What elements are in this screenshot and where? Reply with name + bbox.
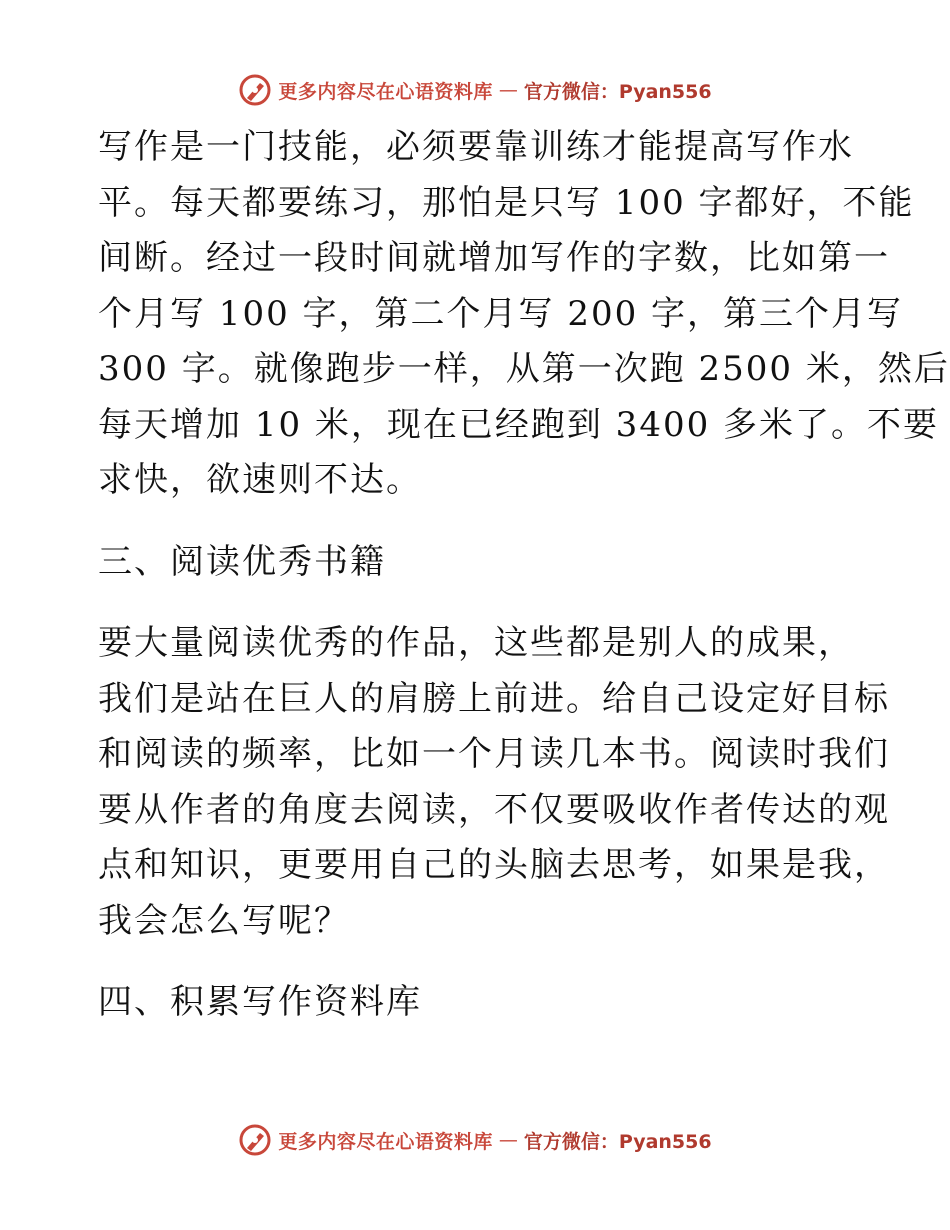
footer-brand-text: 更多内容尽在心语资料库 — [278, 1130, 493, 1153]
text-line: 平。每天都要练习，那怕是只写 100 字都好，不能 — [98, 182, 915, 223]
text-line: 300 字。就像跑步一样，从第一次跑 2500 米，然后 — [98, 349, 950, 389]
text-line: 个月写 100 字，第二个月写 200 字，第三个月写 — [98, 293, 904, 334]
paragraph-reading — [98, 616, 890, 949]
header-brand-text: 更多内容尽在心语资料库 — [278, 80, 493, 103]
text-line: 我们是站在巨人的肩膀上前进。给自己设定好目标 — [98, 678, 890, 719]
header-wechat-text: 官方微信：Pyan556 — [523, 80, 712, 103]
paragraph-training — [98, 120, 950, 509]
footer-wechat-text: 官方微信：Pyan556 — [523, 1130, 712, 1153]
header-banner — [0, 70, 950, 110]
text-line: 我会怎么写呢？ — [98, 900, 350, 941]
pen-circle-logo-icon — [238, 1123, 272, 1157]
pen-circle-logo-icon — [238, 73, 272, 107]
section-heading: 三、阅读优秀书籍 — [98, 541, 386, 582]
text-line: 要大量阅读优秀的作品，这些都是别人的成果， — [98, 623, 854, 663]
text-line: 和阅读的频率，比如一个月读几本书。阅读时我们 — [98, 734, 890, 774]
text-line: 每天增加 10 米，现在已经跑到 3400 多米了。不要 — [98, 404, 940, 445]
header-dash: — — [498, 79, 518, 101]
footer-dash: — — [498, 1129, 518, 1151]
section-heading: 四、积累写作资料库 — [98, 982, 422, 1022]
text-line: 间断。经过一段时间就增加写作的字数，比如第一 — [98, 238, 890, 278]
text-line: 点和知识，更要用自己的头脑去思考，如果是我， — [98, 845, 890, 885]
section-heading-library — [98, 975, 858, 1031]
footer-banner — [0, 1120, 950, 1160]
document-body — [98, 120, 950, 1031]
text-line: 求快，欲速则不达。 — [98, 460, 422, 500]
text-line: 写作是一门技能，必须要靠训练才能提高写作水 — [98, 127, 854, 167]
section-heading-reading — [98, 535, 858, 591]
text-line: 要从作者的角度去阅读，不仅要吸收作者传达的观 — [98, 789, 890, 830]
